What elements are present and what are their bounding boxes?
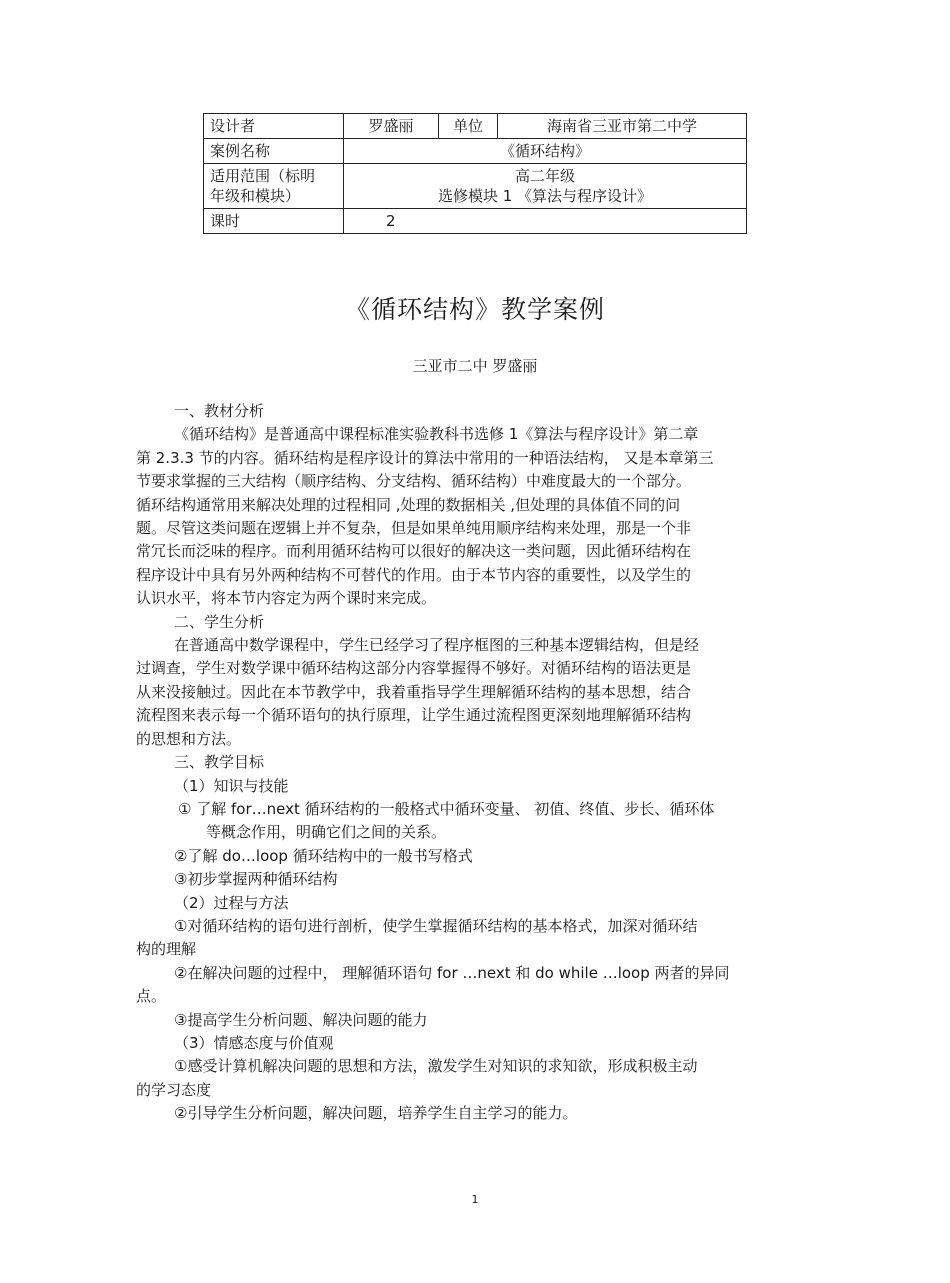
subheading-process-methods: （2）过程与方法 — [174, 893, 289, 912]
list-item: ①对循环结构的语句进行剖析，使学生掌握循环结构的基本格式，加深对循环结 — [174, 916, 698, 935]
page-number: 1 — [471, 1193, 479, 1206]
paragraph-line: 从来没接触过。因此在本节教学中，我着重指导学生理解循环结构的基本思想，结合 — [136, 682, 692, 701]
scope-label-line-2: 年级和模块） — [210, 187, 301, 205]
table-row — [204, 164, 747, 209]
hours-value: 2 — [344, 209, 747, 234]
body-text — [136, 400, 816, 1126]
scope-label — [204, 164, 344, 209]
list-item-continuation: 等概念作用，明确它们之间的关系。 — [206, 823, 447, 842]
paragraph-line: 流程图来表示每一个循环语句的执行原理，让学生通过流程图更深刻地理解循环结构 — [136, 706, 692, 725]
scope-value-line-2: 选修模块 1 《算法与程序设计》 — [437, 187, 653, 205]
author-line: 三亚市二中 罗盛丽 — [412, 357, 538, 375]
list-item-continuation: 点。 — [136, 987, 167, 1006]
list-item: ②在解决问题的过程中， 理解循环语句 for …next 和 do while …loop 两者的异同 — [174, 963, 730, 982]
paragraph-line: 认识水平，将本节内容定为两个课时来完成。 — [136, 589, 437, 608]
subheading-attitude-values: （3）情感态度与价值观 — [174, 1033, 334, 1052]
case-label: 案例名称 — [204, 139, 344, 164]
scope-value-line-1: 高二年级 — [514, 167, 575, 185]
paragraph-line: 题。尽管这类问题在逻辑上并不复杂，但是如果单纯用顺序结构来处理，那是一个非 — [136, 519, 692, 538]
heading-teaching-goals: 三、教学目标 — [174, 753, 265, 772]
paragraph-line: 的思想和方法。 — [136, 729, 242, 748]
document-title: 《循环结构》教学案例 — [344, 295, 605, 324]
paragraph-line: 常冗长而泛味的程序。而利用循环结构可以很好的解决这一类问题，因此循环结构在 — [136, 542, 692, 561]
scope-value — [344, 164, 747, 209]
list-item: ① 了解 for…next 循环结构的一般格式中循环变量、 初值、终值、步长、循环体 — [178, 799, 715, 818]
unit-label: 单位 — [439, 114, 498, 139]
paragraph-line: 循环结构通常用来解决处理的过程相同 ,处理的数据相关 ,但处理的具体值不同的问 — [136, 495, 681, 514]
scope-label-line-1: 适用范围（标明 — [210, 167, 316, 185]
table-row — [204, 139, 747, 164]
list-item-continuation: 的学习态度 — [136, 1080, 212, 1099]
unit-value: 海南省三亚市第二中学 — [498, 114, 747, 139]
paragraph-line: 程序设计中具有另外两种结构不可替代的作用。由于本节内容的重要性，以及学生的 — [136, 565, 692, 584]
hours-label: 课时 — [204, 209, 344, 234]
list-item: ③提高学生分析问题、解决问题的能力 — [174, 1010, 428, 1029]
paragraph-line: 过调查，学生对数学课中循环结构这部分内容掌握得不够好。对循环结构的语法更是 — [136, 659, 692, 678]
list-item: ①感受计算机解决问题的思想和方法，激发学生对知识的求知欲，形成积极主动 — [174, 1057, 698, 1076]
heading-student-analysis: 二、学生分析 — [174, 612, 265, 631]
heading-material-analysis: 一、教材分析 — [174, 402, 265, 420]
designer-value: 罗盛丽 — [344, 114, 439, 139]
table-row — [204, 209, 747, 234]
list-item-continuation: 构的理解 — [136, 940, 197, 959]
list-item: ③初步掌握两种循环结构 — [174, 870, 338, 889]
subheading-knowledge-skills: （1）知识与技能 — [174, 776, 289, 795]
paragraph-line: 《循环结构》是普通高中课程标准实验教科书选修 1《算法与程序设计》第二章 — [174, 425, 699, 444]
list-item: ②引导学生分析问题，解决问题，培养学生自主学习的能力。 — [174, 1104, 578, 1123]
table-row — [204, 114, 747, 139]
paragraph-line: 第 2.3.3 节的内容。循环结构是程序设计的算法中常用的一种语法结构， 又是本章第三 — [136, 448, 714, 467]
paragraph-line: 节要求掌握的三大结构（顺序结构、分支结构、循环结构）中难度最大的一个部分。 — [136, 472, 692, 491]
case-value: 《循环结构》 — [344, 139, 747, 164]
list-item: ②了解 do…loop 循环结构中的一般书写格式 — [174, 846, 473, 865]
info-table — [203, 113, 747, 234]
paragraph-line: 在普通高中数学课程中，学生已经学习了程序框图的三种基本逻辑结构，但是经 — [174, 636, 700, 655]
designer-label: 设计者 — [204, 114, 344, 139]
